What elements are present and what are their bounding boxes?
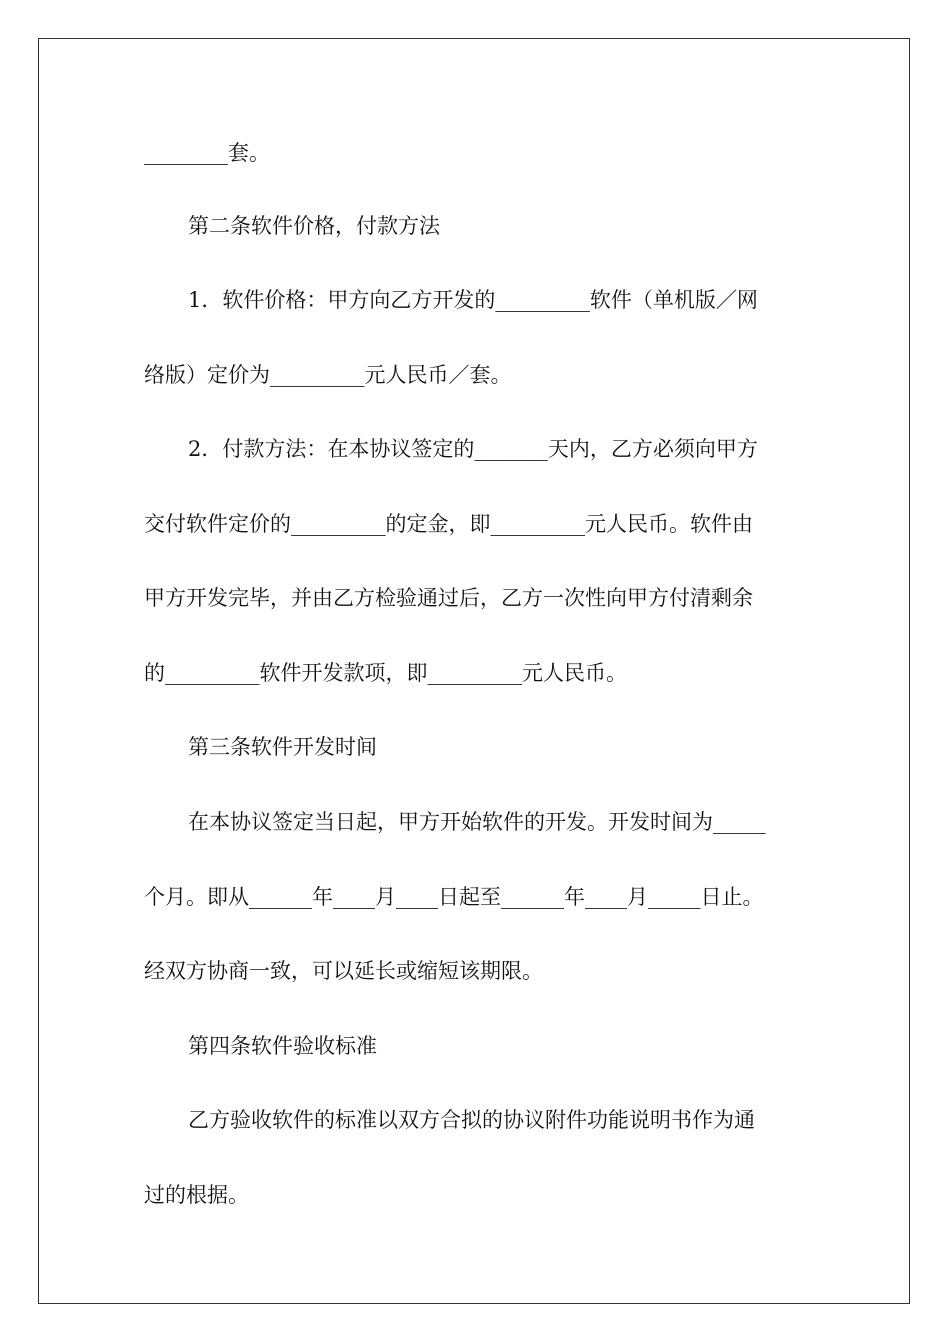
section-heading-acceptance: 第四条软件验收标准 xyxy=(188,1034,377,1058)
paragraph-dev-time-line3: 经双方协商一致，可以延长或缩短该期限。 xyxy=(144,959,543,983)
paragraph-acceptance-line2: 过的根据。 xyxy=(144,1183,249,1207)
paragraph-acceptance-line1: 乙方验收软件的标准以双方合拟的协议附件功能说明书作为通 xyxy=(188,1108,755,1132)
paragraph-dev-time-line2: 个月。即从______年____月____日起至______年____月_____日止。 xyxy=(144,885,764,909)
section-heading-dev-time: 第三条软件开发时间 xyxy=(188,735,377,759)
paragraph-payment-method-line4: 的_________软件开发款项，即_________元人民币。 xyxy=(144,661,627,685)
paragraph-dev-time-line1: 在本协议签定当日起，甲方开始软件的开发。开发时间为_____ xyxy=(188,810,766,834)
paragraph-payment-method-line2: 交付软件定价的_________的定金，即_________元人民币。软件由 xyxy=(144,512,753,536)
paragraph-software-price-line2: 络版）定价为_________元人民币／套。 xyxy=(144,363,512,387)
section-heading-price-payment: 第二条软件价格，付款方法 xyxy=(188,214,440,238)
paragraph-payment-method-line1: 2．付款方法：在本协议签定的_______天内，乙方必须向甲方 xyxy=(188,437,758,461)
paragraph-software-price-line1: 1．软件价格：甲方向乙方开发的_________软件（单机版／网 xyxy=(188,288,758,312)
text-line-continuation: ________套。 xyxy=(144,141,270,165)
paragraph-payment-method-line3: 甲方开发完毕，并由乙方检验通过后，乙方一次性向甲方付清剩余 xyxy=(144,586,753,610)
